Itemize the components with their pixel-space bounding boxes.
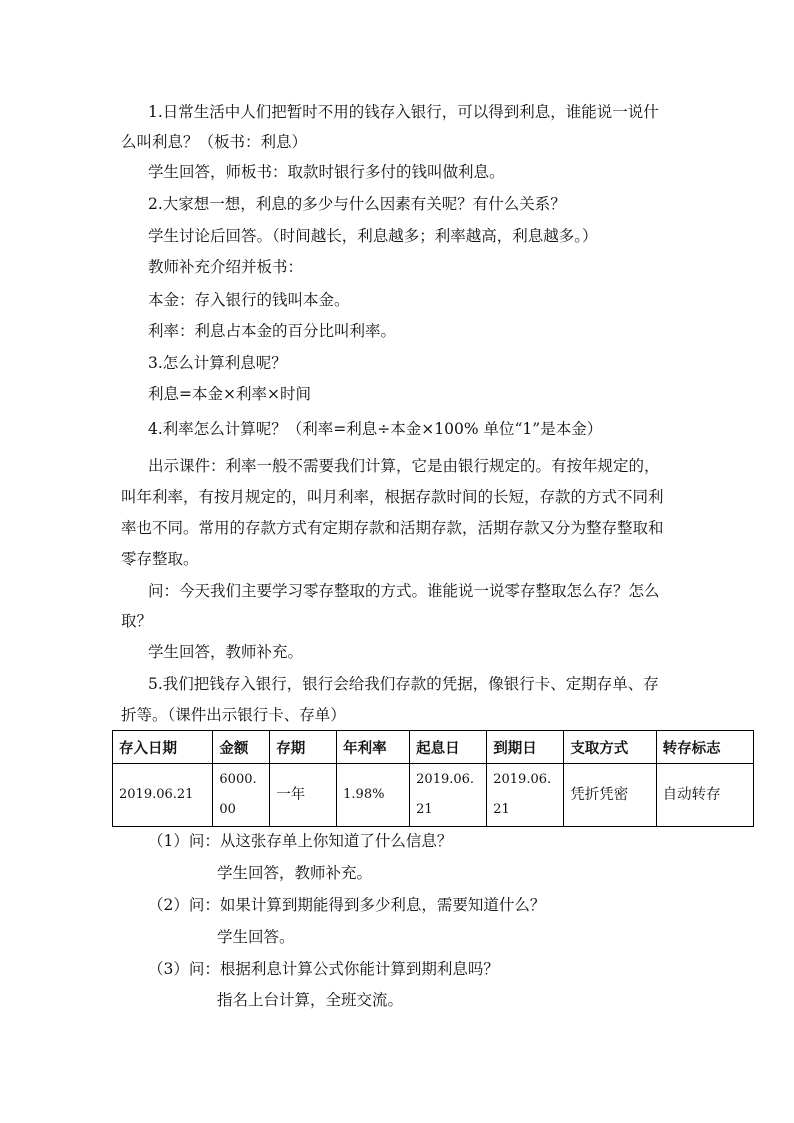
header-maturity-date: 到期日 bbox=[487, 731, 564, 764]
paragraph-line: 1.日常生活中人们把暂时不用的钱存入银行，可以得到利息，谁能说一说什 bbox=[148, 103, 659, 121]
cell-deposit-date: 2019.06.21 bbox=[113, 764, 213, 827]
paragraph-line: 学生回答，教师补充。 bbox=[148, 643, 304, 661]
table-header-row bbox=[113, 731, 754, 764]
header-amount: 金额 bbox=[213, 731, 270, 764]
interest-formula: 利息=本金×利率×时间 bbox=[148, 385, 311, 403]
header-deposit-date: 存入日期 bbox=[113, 731, 213, 764]
cell-amount: 6000.00 bbox=[213, 764, 270, 827]
answer-2: 学生回答。 bbox=[217, 928, 295, 946]
paragraph-line: 问：今天我们主要学习零存整取的方式。谁能说一说零存整取怎么存？怎么 bbox=[148, 582, 660, 600]
paragraph-line: 3.怎么计算利息呢？ bbox=[148, 354, 287, 372]
paragraph-line: 叫年利率，有按月规定的，叫月利率，根据存款时间的长短，存款的方式不同利 bbox=[121, 488, 664, 506]
header-annual-rate: 年利率 bbox=[337, 731, 410, 764]
rate-formula: 4.利率怎么计算呢？（利率=利息÷本金×100% 单位“1”是本金） bbox=[148, 420, 603, 438]
cell-annual-rate: 1.98% bbox=[337, 764, 410, 827]
cell-maturity-date: 2019.06.21 bbox=[487, 764, 564, 827]
header-term: 存期 bbox=[270, 731, 337, 764]
header-withdrawal-method: 支取方式 bbox=[564, 731, 656, 764]
paragraph-line: 2.大家想一想，利息的多少与什么因素有关呢？有什么关系？ bbox=[148, 195, 566, 213]
question-3: （3）问：根据利息计算公式你能计算到期利息吗？ bbox=[148, 960, 499, 978]
paragraph-line: 5.我们把钱存入银行，银行会给我们存款的凭据，像银行卡、定期存单、存 bbox=[148, 675, 659, 693]
question-1: （1）问：从这张存单上你知道了什么信息？ bbox=[148, 832, 453, 850]
answer-1: 学生回答，教师补充。 bbox=[217, 864, 373, 882]
definition-rate: 利率：利息占本金的百分比叫利率。 bbox=[148, 322, 397, 340]
answer-3: 指名上台计算，全班交流。 bbox=[217, 991, 404, 1009]
header-rollover-flag: 转存标志 bbox=[656, 731, 753, 764]
paragraph-line: 出示课件：利率一般不需要我们计算，它是由银行规定的。有按年规定的， bbox=[148, 457, 660, 475]
cell-rollover-flag: 自动转存 bbox=[656, 764, 753, 827]
deposit-slip-table bbox=[112, 730, 754, 827]
paragraph-line: 折等。（课件出示银行卡、存单） bbox=[121, 706, 346, 724]
paragraph-line: 率也不同。常用的存款方式有定期存款和活期存款，活期存款又分为整存整取和 bbox=[121, 519, 664, 537]
table-row bbox=[113, 764, 754, 827]
question-2: （2）问：如果计算到期能得到多少利息，需要知道什么？ bbox=[148, 896, 546, 914]
cell-withdrawal-method: 凭折凭密 bbox=[564, 764, 656, 827]
cell-start-date: 2019.06.21 bbox=[410, 764, 487, 827]
cell-term: 一年 bbox=[270, 764, 337, 827]
paragraph-line: 教师补充介绍并板书： bbox=[148, 258, 304, 276]
paragraph-line: 学生回答，师板书：取款时银行多付的钱叫做利息。 bbox=[148, 163, 505, 181]
paragraph-line: 学生讨论后回答。（时间越长，利息越多；利率越高，利息越多。） bbox=[148, 227, 598, 245]
definition-principal: 本金：存入银行的钱叫本金。 bbox=[148, 291, 350, 309]
header-start-date: 起息日 bbox=[410, 731, 487, 764]
paragraph-line: 么叫利息？（板书：利息） bbox=[121, 133, 308, 151]
paragraph-line: 取？ bbox=[121, 612, 153, 630]
paragraph-line: 零存整取。 bbox=[121, 550, 199, 568]
